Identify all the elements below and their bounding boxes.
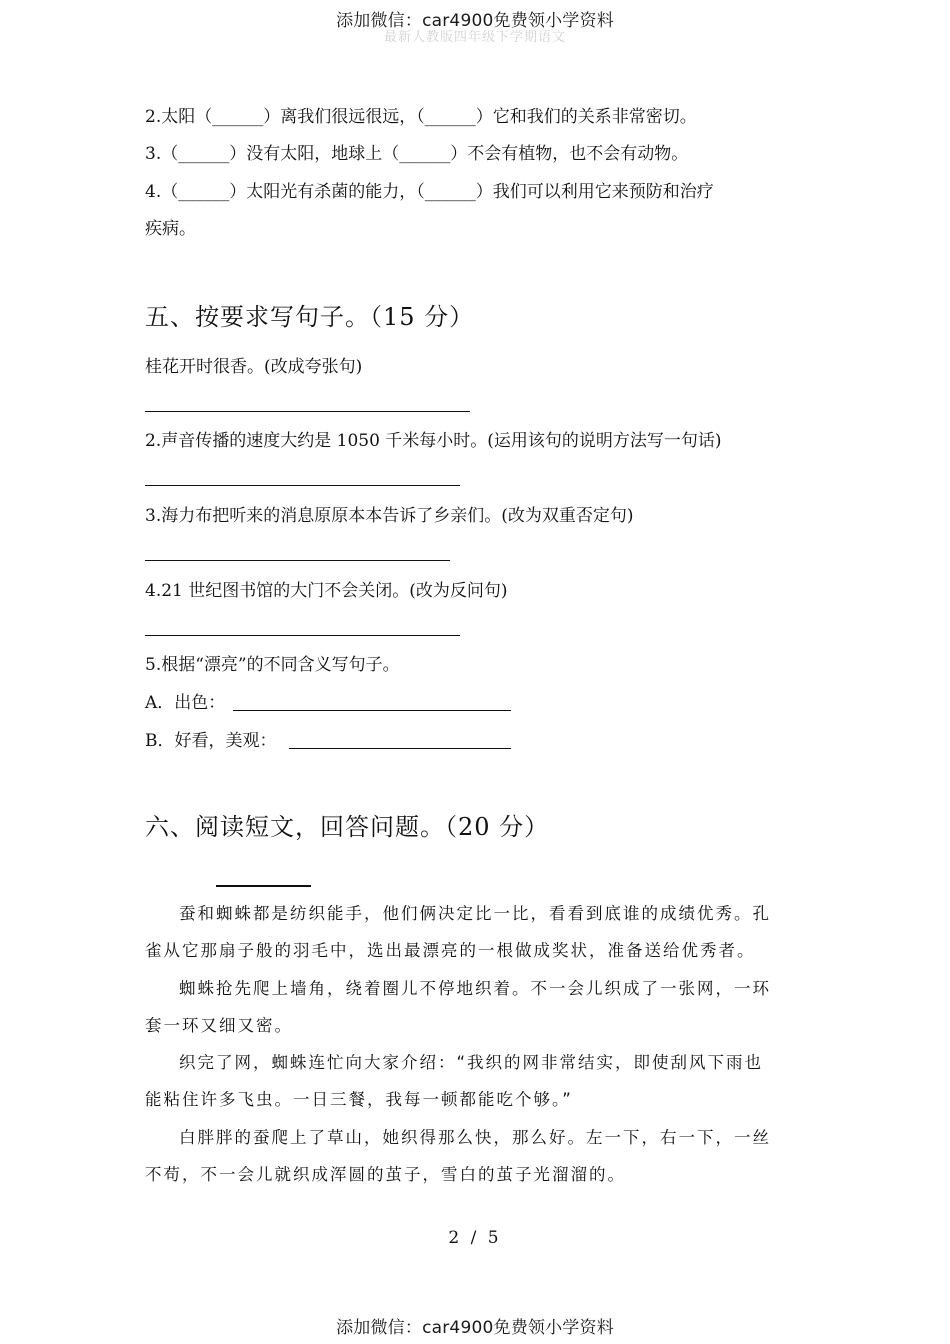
reading-p2-line1: 蜘蛛抢先爬上墙角，绕着圈儿不停地织着。不一会儿织成了一张网，一环 — [179, 979, 771, 998]
question-4-4-line1: 4.（______）太阳光有杀菌的能力，（______）我们可以利用它来预防和治疗 — [145, 182, 714, 202]
answer-line-5-2 — [145, 485, 460, 486]
reading-p3-line2: 能粘住许多飞虫。一日三餐，我每一顿都能吃个够。” — [145, 1090, 573, 1109]
question-5-5b-label: B．好看，美观： — [145, 731, 277, 751]
question-5-5: 5.根据“漂亮”的不同含义写句子。 — [145, 655, 400, 675]
reading-p1-line1: 蚕和蜘蛛都是纺织能手，他们俩决定比一比，看看到底谁的成绩优秀。孔 — [179, 904, 771, 923]
question-5-5a-label: A．出色： — [145, 693, 226, 713]
question-5-4: 4.21 世纪图书馆的大门不会关闭。(改为反问句) — [145, 581, 508, 601]
answer-line-5-1 — [145, 411, 470, 412]
watermark-top: 添加微信：car4900免费领小学资料 — [336, 11, 614, 31]
question-5-2: 2.声音传播的速度大约是 1050 千米每小时。(运用该句的说明方法写一句话) — [145, 431, 722, 451]
reading-p1-line2: 雀从它那扇子般的羽毛中，选出最漂亮的一根做成奖状，准备送给优秀者。 — [145, 941, 756, 960]
section-5-heading: 五、按要求写句子。（15 分） — [145, 303, 475, 331]
answer-line-5-5b — [289, 748, 511, 749]
question-4-2: 2.太阳（______）离我们很远很远，（______）它和我们的关系非常密切。 — [145, 107, 697, 127]
reading-p3-line1: 织完了网，蜘蛛连忙向大家介绍：“我织的网非常结实，即使刮风下雨也 — [179, 1053, 764, 1072]
question-5-1: 桂花开时很香。(改成夸张句) — [145, 357, 363, 377]
section-6-heading: 六、阅读短文，回答问题。（20 分） — [145, 813, 550, 841]
watermark-bottom: 添加微信：car4900免费领小学资料 — [336, 1318, 614, 1338]
answer-line-5-3 — [145, 560, 450, 561]
reading-p2-line2: 套一环又细又密。 — [145, 1016, 293, 1035]
reading-title-blank — [216, 885, 311, 887]
page-number: 2 / 5 — [448, 1228, 502, 1248]
question-4-4-line2: 疾病。 — [145, 219, 196, 239]
reading-p4-line2: 不苟，不一会儿就织成浑圆的茧子，雪白的茧子光溜溜的。 — [145, 1165, 626, 1184]
question-5-3: 3.海力布把听来的消息原原本本告诉了乡亲们。(改为双重否定句) — [145, 506, 634, 526]
answer-line-5-5a — [233, 710, 511, 711]
ghost-header: 最新人教版四年级下学期语文 — [383, 30, 566, 45]
reading-p4-line1: 白胖胖的蚕爬上了草山，她织得那么快，那么好。左一下，右一下，一丝 — [179, 1128, 771, 1147]
answer-line-5-4 — [145, 635, 460, 636]
question-4-3: 3.（______）没有太阳，地球上（______）不会有植物，也不会有动物。 — [145, 144, 689, 164]
